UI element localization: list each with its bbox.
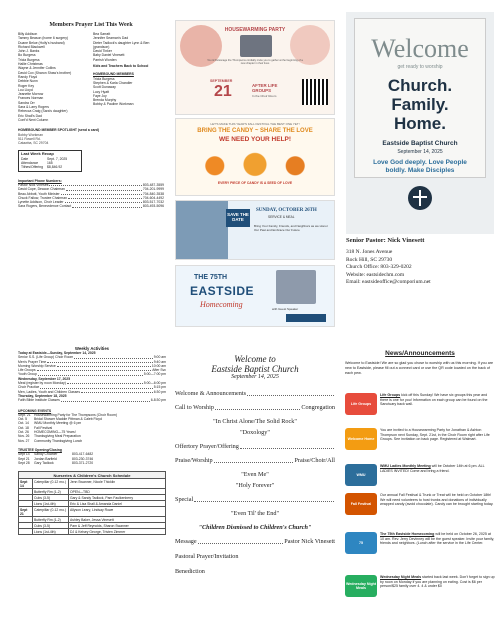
order-dots (194, 496, 334, 502)
event-date: Sept. 21 (18, 412, 31, 417)
order-dots (240, 443, 334, 449)
trustee-row (18, 461, 166, 465)
nursery-room: Butterfly Rm (1-2) (33, 489, 69, 495)
sign-date: September 14, 2025 (397, 149, 443, 155)
order-items (175, 390, 335, 575)
homebound-name: Lucy Hyatt (93, 89, 110, 94)
news-body: started back last week. Don't forget to sign up by noon on Monday if you are planning on eating. Cost is $6 per person/$25 family over 4. 4 & under $0 (380, 575, 495, 589)
order-song: "Doxology" (240, 429, 270, 436)
prayer-name: Randy Floyd (18, 74, 38, 79)
prayer-name: Sandra Orr (18, 100, 35, 105)
weekly-activities (18, 346, 166, 621)
nursery-row (19, 529, 166, 535)
phone-dots (68, 196, 142, 199)
order-plain: Pastoral Prayer/Invitation (175, 553, 239, 560)
news-text (380, 464, 495, 473)
weekly-today: Today at Eastside—Sunday, September 14, 2025 (18, 351, 96, 355)
nursery-room: Cubs (3-5) (33, 523, 69, 529)
activity-dots (47, 360, 153, 363)
event-name: WMU Monthly Meeting @ 6 pm (34, 421, 82, 426)
phone-number: 704-604-4492 (142, 195, 164, 200)
recap-row (21, 165, 79, 169)
spotlight-line: Catawba, SC 29704 (18, 141, 49, 146)
candy-title: BRING THE CANDY ~ SHARE THE LOVE (197, 128, 313, 134)
weekly-wed: Wednesday, September 17, 2025 (18, 376, 71, 381)
nursery-room: Caterpillar (0-12 mo.) (33, 479, 69, 489)
thu-rows (18, 398, 166, 402)
housewarming-month: SEPTEMBER (210, 79, 233, 83)
trustee-date: Sept 28 (18, 460, 30, 465)
activity-name: Youth Group (18, 372, 37, 377)
homecoming-guest: with Guest Speaker (272, 307, 299, 311)
trustee-name: Sandy Crowder (34, 452, 58, 457)
candy-bottom: EVERY PIECE OF CANDY IS A SEED OF LOVE (217, 181, 293, 185)
weekly-title: Weekly Activities (75, 346, 109, 351)
activity-dots (61, 398, 150, 401)
upcoming-title: UPCOMING EVENTS (18, 408, 52, 413)
phone-dots (66, 187, 142, 190)
prayer-name: David Tinker (93, 49, 112, 54)
sign-big-words (346, 76, 494, 133)
housewarming-title: HOUSEWARMING PARTY (224, 27, 286, 33)
prayer-name: Richard Blackwell (18, 44, 45, 49)
order-date: September 14, 2025 (231, 374, 279, 380)
homebound-name: Faye Joy (93, 93, 107, 98)
last-week-box (18, 150, 82, 171)
homecoming-the: THE 75TH (194, 274, 228, 281)
prayer-name: Bea Sarratt (93, 32, 111, 36)
news-text (380, 428, 495, 442)
nursery-date (19, 529, 33, 535)
nursery-table (18, 471, 166, 535)
church-photo (176, 201, 228, 260)
activity-name: Morning Worship Service (18, 363, 56, 368)
prayer-name: Frances Norman (18, 96, 44, 101)
prayer-name: Duane Belue (Holly's husband) (18, 40, 65, 45)
candy-sub: WE NEED YOUR HELP! (218, 136, 292, 143)
order-of-worship (175, 350, 335, 620)
news-item (345, 428, 495, 464)
prayer-name: Bo Burgess (18, 53, 36, 58)
phone-dots (72, 204, 142, 207)
news-item (345, 493, 495, 532)
phone-rows (18, 183, 164, 209)
prayer-section (18, 22, 164, 312)
prayer-right-column (93, 32, 164, 122)
activity-time: 6-8:30 pm (150, 398, 166, 403)
recap-value: 165 (47, 161, 53, 166)
phone-name: Lynette Addison, Choir Leader (18, 200, 64, 205)
prayer-name: Tammy Beason (home 6 surgery) (18, 36, 69, 41)
news-icon: Fall Festival (345, 493, 377, 515)
news-icon: Welcome Home (345, 428, 377, 450)
phone-number: 803-493-5096 (142, 204, 164, 209)
trustee-date: Sept 14 (18, 452, 30, 457)
prayer-name: Roger Key (18, 83, 35, 88)
order-line (175, 538, 335, 545)
news-headline: The 75th Eastside Homecoming (380, 532, 435, 536)
prayer-name: David Cox (Sharon Shaw's brother) (18, 70, 72, 75)
news-body: will be October 14th at 6 pm. ALL LADIES INVITED! Come and bring a friend. (380, 464, 485, 473)
order-line (175, 443, 335, 450)
trustee-name: Gary Tadlock (34, 460, 54, 465)
nursery-workers: DJ & Kelsey George, Tristen Zimmer (69, 529, 166, 535)
order-welcome: Welcome to (234, 354, 276, 364)
phones-title: Important Phone Numbers: (18, 178, 62, 183)
trustee-date: Sept 21 (18, 456, 30, 461)
nursery-row (19, 479, 166, 489)
sign-sub: get ready to worship (397, 64, 443, 70)
order-line (175, 496, 335, 503)
prayer-name: Hallie Christmas (18, 62, 43, 67)
weekly-rows (18, 355, 166, 376)
event-name: Thanksgiving Meal Preparation (34, 434, 81, 439)
recap-label: Attendance (21, 161, 39, 166)
order-song: "Even Til' the End" (231, 510, 279, 517)
pastor-lines (346, 249, 496, 287)
upcoming-rows (18, 413, 166, 443)
event-date: Oct. 14 (18, 421, 29, 426)
activity-name: Senior S.S. (Life Group) Choir Room (18, 355, 74, 360)
nursery-room: Caterpillar (0-12 mo.) (33, 507, 69, 517)
order-dots (247, 390, 334, 396)
news-headline: Wednesday Night Meals (380, 575, 422, 579)
nursery-room: Lions (1st-4th) (33, 529, 69, 535)
phone-dots (61, 192, 142, 195)
order-dots (215, 404, 300, 410)
activity-time: 9:40 am (153, 359, 166, 364)
news-item (345, 393, 495, 428)
prayer-name: Rebecca Craig (Sara's daughter) (18, 109, 68, 114)
news-body: kick off this Sunday! We have six groups this year and there is one for you! Information on each group can be found on the Sanctuary back wall. (380, 393, 488, 407)
couple-photo (240, 35, 272, 57)
activity-dots (40, 385, 152, 388)
prayer-name: Lou Lloyd (18, 87, 33, 92)
prayer-name: John J. Banks (18, 49, 40, 54)
housewarming-where: In the Choir Room (252, 94, 277, 98)
housewarming-after: AFTER LIFE GROUPS (252, 83, 278, 93)
homecoming-word: Homecoming (200, 300, 243, 309)
activity-name: Men's Prayer Time (18, 359, 47, 364)
news-body: will be held on October 26, 2025 at 10 am. Rev. Jerry Devinney will be the guest speaker. Invite your family, friends and neighbors. (Lunch after the service in the Life Center. (380, 532, 495, 546)
activity-time: 5:00—6:00 pm (143, 381, 166, 386)
activity-time: 5:00—7:00 pm (143, 372, 166, 377)
trustee-phone: 803-371-2720 (72, 460, 94, 465)
order-song: "In Christ Alone/The Solid Rock" (213, 418, 297, 425)
activity-name: Faith Bible Institute Classes (18, 398, 60, 403)
homecoming-banner (286, 314, 326, 322)
prayer-name: Dieter Tadlock's daughter Lynn & Ben (grandson) (93, 40, 150, 49)
trustee-title: TRUSTEE Opening/Closing (18, 447, 62, 452)
prayer-name: Parrish Worden (93, 57, 117, 62)
phone-name: Sara Rogers, Benevolence Contact (18, 204, 72, 209)
event-row (18, 439, 166, 443)
order-leader: Praise/Choir/All (294, 457, 335, 464)
recap-value: $8,846.92 (47, 165, 63, 170)
activity-dots (57, 364, 151, 367)
recap-value: Sept. 7, 2025 (47, 156, 68, 161)
qr-code (302, 79, 328, 105)
order-line (175, 457, 335, 464)
pastor-line: 318 N. Jones Avenue (346, 249, 393, 255)
save-date-when: SUNDAY, OCTOBER 26TH (256, 208, 317, 213)
news-icon: 75 (345, 532, 377, 554)
activity-time: 10:00 am (151, 363, 166, 368)
news-item (345, 532, 495, 575)
news-text (380, 393, 495, 407)
phone-name: David Cope, Deacon Chairman (18, 187, 65, 192)
recap-label: Date (21, 156, 29, 161)
nursery-workers: Pam & Jeff Reynolds, Sharon Swanner (69, 523, 166, 529)
order-dots (198, 538, 284, 544)
church-sign (346, 12, 494, 234)
sign-motto-line: boldly. Make Disciples (385, 167, 455, 174)
phone-dots (65, 200, 142, 203)
activity-dots (74, 355, 153, 358)
activity-dots (81, 390, 153, 393)
save-date-text: Bring Your Family, Friends, and Neighbors as we Honor Our Past and Embrace Our Future (254, 224, 328, 232)
order-label: Message (175, 538, 197, 545)
nursery-row (19, 507, 166, 517)
spotlight-line: Bobby Workman (18, 132, 44, 137)
activity-name: Life Groups (18, 368, 36, 373)
phone-number: 704-840-3538 (142, 191, 164, 196)
order-song: "Even Me" (241, 471, 269, 478)
pastor-line: Website: eastsidechm.com (346, 271, 405, 278)
activity-time: 9:00 am (153, 355, 166, 360)
activity-name: Men, Ladies, Youth and Children Classes (18, 389, 81, 394)
event-date: Nov. 27 (18, 438, 30, 443)
event-name: Housewarming Party for The Thompsons (Choir Room) (34, 412, 117, 417)
homebound-name: Brenda Murphy (93, 98, 117, 103)
order-label: Offertory Prayer/Offering (175, 443, 239, 450)
sign-big-word: Home. (394, 114, 446, 133)
news-icon: Life Groups (345, 393, 377, 415)
prayer-name: Debbie Nunn (18, 79, 38, 84)
activity-time: 5:15 pm (153, 385, 166, 390)
pastor-line: Email: eastsideoffice@comporium.net (346, 279, 431, 285)
weekly-thu: Thursday, September 18, 2025 (18, 393, 67, 398)
recap-label: Tithes/Offering (21, 165, 44, 170)
event-name: Community Thanksgiving Lunch (34, 438, 83, 443)
prayer-name: Jennifer Seaman's Dad (93, 36, 129, 41)
homebound-list (93, 77, 164, 107)
event-date: Oct. 26 (18, 430, 29, 435)
save-date-service: SERVICE & MEAL (268, 215, 295, 219)
order-leader: Congregation (301, 404, 335, 411)
news-headline: Life Groups (380, 393, 401, 397)
order-label: Call to Worship (175, 404, 214, 411)
phone-row (18, 204, 164, 208)
news-item (345, 575, 495, 620)
sign-welcome: Welcome (371, 34, 469, 63)
event-name: Bridal Shower Maddie Pittman & Caleb Floyd (34, 417, 102, 422)
housewarming-flyer (175, 20, 335, 115)
order-church: Eastside Baptist Church (211, 364, 299, 374)
event-date: Oct. 18 (18, 425, 29, 430)
order-dots (214, 457, 294, 463)
nursery-room: Cubs (3-5) (33, 495, 69, 501)
nursery-workers: Ashley Baker, Jessa Vinesett (69, 517, 166, 523)
homecoming-name: EASTSIDE (190, 284, 255, 298)
sign-motto-line: Love God deeply. Love People (373, 159, 467, 166)
prayer-name: Jeanette Morrow (18, 92, 44, 97)
prayer-name: Wayne & Jennifer Collins (18, 66, 56, 71)
prayer-name: Conf'd Next Column (18, 117, 49, 122)
trustee-phone: 803-230-3746 (72, 456, 94, 461)
homebound-name: Bobby & Pauline Workman (93, 102, 134, 107)
trustee-name: Jordan Barfield (34, 456, 57, 461)
event-name: Fall Festival (34, 425, 53, 430)
nursery-date: Sept 21 (19, 507, 33, 517)
trustee-phone: 803-417-6482 (72, 452, 94, 457)
nursery-room: Butterfly Rm (1-2) (33, 517, 69, 523)
activity-time: After Svc (152, 368, 166, 373)
pastor-line: Rock Hill, SC 29730 (346, 256, 393, 263)
news-icon: Wednesday Night Meals (345, 575, 377, 597)
activity-name: Choir Practice (18, 385, 40, 390)
prayer-name: Tricia Burgess (18, 57, 40, 62)
prayer-title: Members Prayer List This Week (49, 22, 133, 28)
church-logo-cross-v (419, 190, 421, 206)
candy-top: LET'S MAKE THIS YEAR'S FALL FESTIVAL THE BEST ONE YET! (210, 122, 300, 126)
prayer-name: Eric Shall's Dad (18, 113, 42, 118)
pastor-title: Senior Pastor: Nick Vinesett (346, 237, 425, 244)
sign-church: Eastside Baptist Church (382, 140, 458, 147)
homebound-name: Tricia Burgess (93, 76, 115, 81)
event-date: Nov. 26 (18, 434, 30, 439)
save-date-flyer (175, 200, 335, 260)
sign-motto (346, 159, 494, 175)
nursery-title: Nurseries & Children's Church Schedule (19, 472, 166, 479)
church-logo-cross-h (413, 196, 427, 198)
prayer-left-list (18, 32, 89, 122)
order-line (175, 404, 335, 411)
nursery-workers: Eric & Lisa Shall & Amanda Daniel (69, 501, 166, 507)
order-label: Special (175, 496, 194, 503)
activity-row (18, 398, 166, 402)
activity-time: 6:30 pm (153, 389, 166, 394)
news-intro: Welcome to Eastside! We are so glad you chose to worship with us this morning. If you are new to Eastside, please fill out a connect card or use the QR code located on the back of each pew. (345, 361, 494, 375)
nursery-workers: Allyson Leary, Lindsay Rowe (69, 507, 166, 517)
pumpkins-art (188, 149, 322, 177)
spotlight-title: HOMEBOUND MEMBER SPOTLIGHT (send a card) (18, 128, 100, 133)
nursery-date: Sept 14 (19, 479, 33, 489)
order-plain: Benediction (175, 568, 205, 575)
homebound-name: Stephen & Karla Chandler (93, 80, 133, 85)
order-line (175, 390, 335, 397)
housewarming-sub: You & Parsonage the Thompsons cordially invite you to gather at the beginning of a new chapter in their lives (207, 59, 303, 66)
housewarming-day: 21 (214, 83, 232, 100)
guest-photo (276, 270, 316, 304)
phone-name: Beau Abbott, Youth Minister (18, 191, 60, 196)
spotlight-lines (18, 133, 164, 146)
prayer-name: Sara & Larry Rogers (18, 105, 49, 110)
nursery-room: Lions (1st-4th) (33, 501, 69, 507)
homebound-title: HOMEBOUND MEMBERS (93, 72, 134, 77)
phone-dots (49, 183, 141, 186)
news-body: You are invited to a Housewarming Party for Jonathan & Ashton Thompson next Sunday, Sept. 21st, in the Choir Room right after Life Groups. See invitation on back page. Registered at Walmart. (380, 428, 490, 442)
homebound-name: Scott Dunaway (93, 85, 116, 90)
prayer-right-list (93, 32, 164, 62)
spotlight (18, 128, 164, 145)
activity-dots (38, 372, 143, 375)
news-body: Our annual Fall Festival & Trunk or Treat will be held on October 18th! We will need volunteers to host trunks and donations of individually wrapped candy (avoid chocolate). Candy can be brought starting today. (380, 493, 494, 507)
phone-numbers (18, 179, 164, 209)
order-song: "Holy Forever" (235, 482, 275, 489)
wed-rows (18, 381, 166, 394)
prayer-name: Baby Daniel Vinesett (93, 53, 125, 58)
nursery-workers: OPEN—TBD (69, 489, 166, 495)
kids-title: Kids and Teachers Back to School (93, 64, 149, 69)
news-text (380, 493, 495, 507)
spotlight-line: 511 Rowell Rd. (18, 136, 41, 141)
news-title: News/Announcements (385, 350, 455, 357)
order-leader: Pastor Nick Vinesett (284, 538, 335, 545)
phone-number: 704-201-9999 (142, 187, 164, 192)
news-icon: WMU (345, 464, 377, 486)
nursery-workers: Gary & Sandy Tadlock, Pam Faulkenberry (69, 495, 166, 501)
last-week-title: Last Week Recap (21, 151, 54, 157)
news-headline: WMU Ladies Monthly Meeting (380, 464, 431, 468)
nursery-workers: Jenn Swanner, Nicole Thicklin (69, 479, 166, 489)
phone-name: Pastor Nick Vinesett (18, 182, 49, 187)
activity-dots (67, 381, 143, 384)
pastor-info (346, 237, 496, 317)
candy-flyer (175, 118, 335, 196)
news-text (380, 532, 495, 546)
phone-number: 803-517-7032 (142, 200, 164, 205)
homecoming-flyer (175, 265, 335, 327)
last-week-rows (21, 157, 79, 170)
trustee-rows (18, 452, 166, 465)
order-label: Praise/Worship (175, 457, 213, 464)
event-date: Oct. 5 (18, 417, 28, 422)
order-label: Welcome & Announcements (175, 390, 246, 397)
news-text (380, 575, 495, 589)
phone-number: 803-487-3559 (142, 182, 164, 187)
event-name: HOMECOMING—75 Years! (34, 430, 76, 435)
sign-big-word: Church. (387, 76, 453, 95)
order-note: "Children Dismissed to Children's Church" (198, 524, 312, 531)
pastor-line: Church Office: 803-329-0202 (346, 264, 412, 270)
phone-name: Chuck Fallow, Trustee Chairman (18, 195, 67, 200)
save-date-label: SAVE THE DATE (226, 209, 250, 227)
activity-name: Meal (register by noon Monday) (18, 381, 66, 386)
sign-big-word: Family. (391, 95, 449, 114)
activity-dots (37, 368, 152, 371)
prayer-name: Billy Addison (18, 32, 38, 36)
news-item (345, 464, 495, 493)
